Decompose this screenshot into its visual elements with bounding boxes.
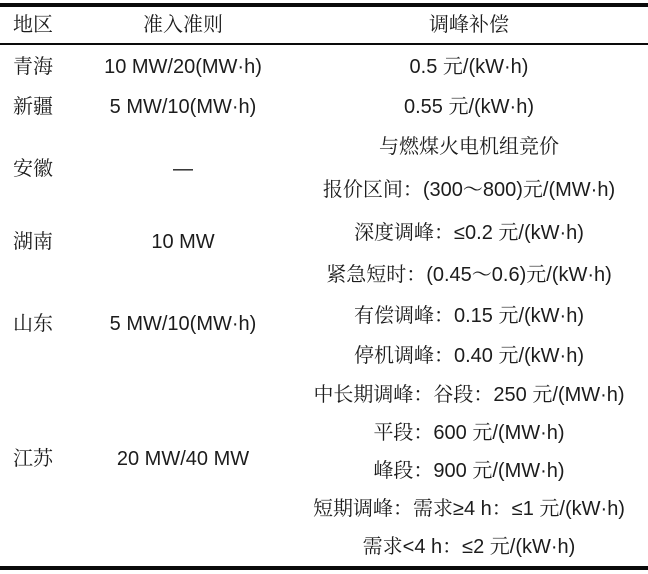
table-row-qinghai <box>0 45 648 89</box>
table-row-anhui <box>0 125 648 212</box>
compensation-line: 深度调峰：≤0.2 元/(kW·h) <box>354 222 584 244</box>
compensation-line: 需求<4 h：≤2 元/(kW·h) <box>362 536 576 558</box>
region-cell <box>0 296 76 376</box>
region-cell <box>0 376 76 566</box>
column-header-compensation: 调峰补偿 <box>429 14 509 36</box>
region-label: 湖南 <box>13 231 53 253</box>
column-header-criteria: 准入准则 <box>143 14 223 36</box>
compensation-cell <box>290 125 648 212</box>
region-label: 青海 <box>13 56 53 78</box>
region-label: 新疆 <box>13 96 53 118</box>
compensation-line: 紧急短时：(0.45～0.6)元/(kW·h) <box>326 264 612 286</box>
compensation-line: 平段：600 元/(MW·h) <box>373 422 565 444</box>
compensation-line: 停机调峰：0.40 元/(kW·h) <box>353 345 585 367</box>
region-label: 安徽 <box>13 157 53 180</box>
criteria-cell <box>76 296 290 376</box>
compensation-line: 与燃煤火电机组竞价 <box>379 135 559 158</box>
table-row-shandong <box>0 296 648 376</box>
compensation-cell <box>290 89 648 125</box>
compensation-cell <box>290 296 648 376</box>
compensation-line: 有偿调峰：0.15 元/(kW·h) <box>353 305 585 327</box>
table-row-xinjiang <box>0 89 648 125</box>
criteria-cell <box>76 89 290 125</box>
compensation-line: 峰段：900 元/(MW·h) <box>373 460 565 482</box>
criteria-value: 5 MW/10(MW·h) <box>109 96 257 118</box>
criteria-cell <box>76 45 290 89</box>
region-cell <box>0 45 76 89</box>
column-header-region: 地区 <box>13 14 53 36</box>
region-cell <box>0 212 76 296</box>
compensation-cell <box>290 45 648 89</box>
table-row-jiangsu <box>0 376 648 566</box>
table-row-hunan <box>0 212 648 296</box>
compensation-line: 报价区间：(300～800)元/(MW·h) <box>322 179 616 202</box>
region-cell <box>0 89 76 125</box>
compensation-line: 0.5 元/(kW·h) <box>409 56 529 78</box>
table-header-row <box>0 7 648 45</box>
criteria-value: 10 MW/20(MW·h) <box>104 56 262 78</box>
region-cell <box>0 125 76 212</box>
criteria-cell <box>76 212 290 296</box>
criteria-value: — <box>173 157 193 180</box>
compensation-cell <box>290 376 648 566</box>
criteria-value: 10 MW <box>151 231 215 253</box>
compensation-line: 中长期调峰：谷段：250 元/(MW·h) <box>313 384 625 406</box>
region-label: 山东 <box>13 313 53 335</box>
compensation-cell <box>290 212 648 296</box>
compensation-line: 短期调峰：需求≥4 h：≤1 元/(kW·h) <box>313 498 625 520</box>
region-label: 江苏 <box>13 448 53 470</box>
criteria-value: 20 MW/40 MW <box>116 448 250 470</box>
compensation-line: 0.55 元/(kW·h) <box>403 96 535 118</box>
criteria-cell <box>76 125 290 212</box>
criteria-cell <box>76 376 290 566</box>
criteria-value: 5 MW/10(MW·h) <box>109 313 257 335</box>
peak-shaving-table <box>0 3 648 570</box>
